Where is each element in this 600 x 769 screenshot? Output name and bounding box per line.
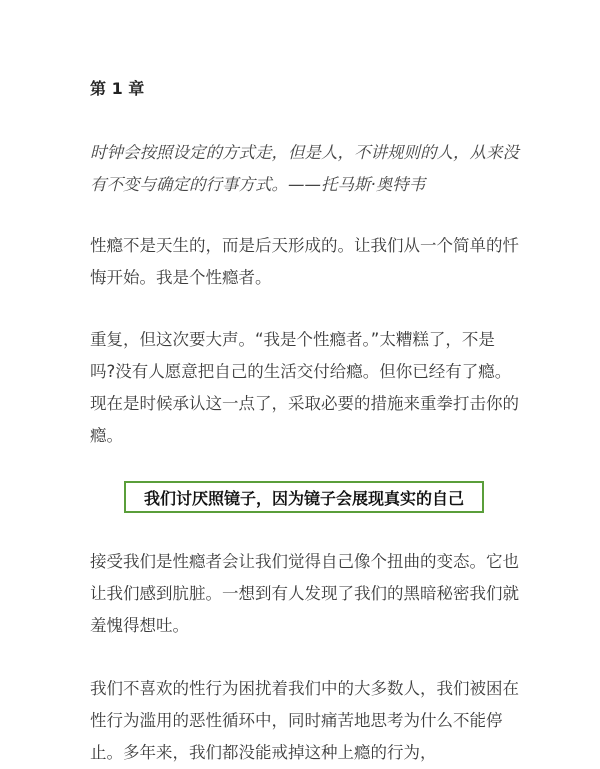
paragraph: 我们不喜欢的性行为困扰着我们中的大多数人，我们被困在性行为滥用的恶性循环中，同时痛苦地思考为什么不能停止。多年来，我们都没能戒掉这种上瘾的行为， (90, 679, 519, 762)
highlight-callout-box (124, 481, 484, 513)
chapter-title: 第 1 章 (90, 79, 145, 98)
paragraph: 重复，但这次要大声。“我是个性瘾者。”太糟糕了，不是吗?没有人愿意把自己的生活交付给瘾。但你已经有了瘾。现在是时候承认这一点了，采取必要的措施来重拳打击你的瘾。 (90, 330, 519, 445)
highlight-callout-text: 我们讨厌照镜子，因为镜子会展现真实的自己 (143, 488, 464, 508)
paragraph: 性瘾不是天生的，而是后天形成的。让我们从一个简单的忏悔开始。我是个性瘾者。 (90, 236, 519, 287)
paragraph: 接受我们是性瘾者会让我们觉得自己像个扭曲的变态。它也让我们感到肮脏。一想到有人发现了我们的黑暗秘密我们就羞愧得想吐。 (90, 552, 519, 635)
epigraph-quote: 时钟会按照设定的方式走，但是人，不讲规则的人，从来没有不变与确定的行事方式。——托马斯·奥特韦 (90, 143, 519, 194)
